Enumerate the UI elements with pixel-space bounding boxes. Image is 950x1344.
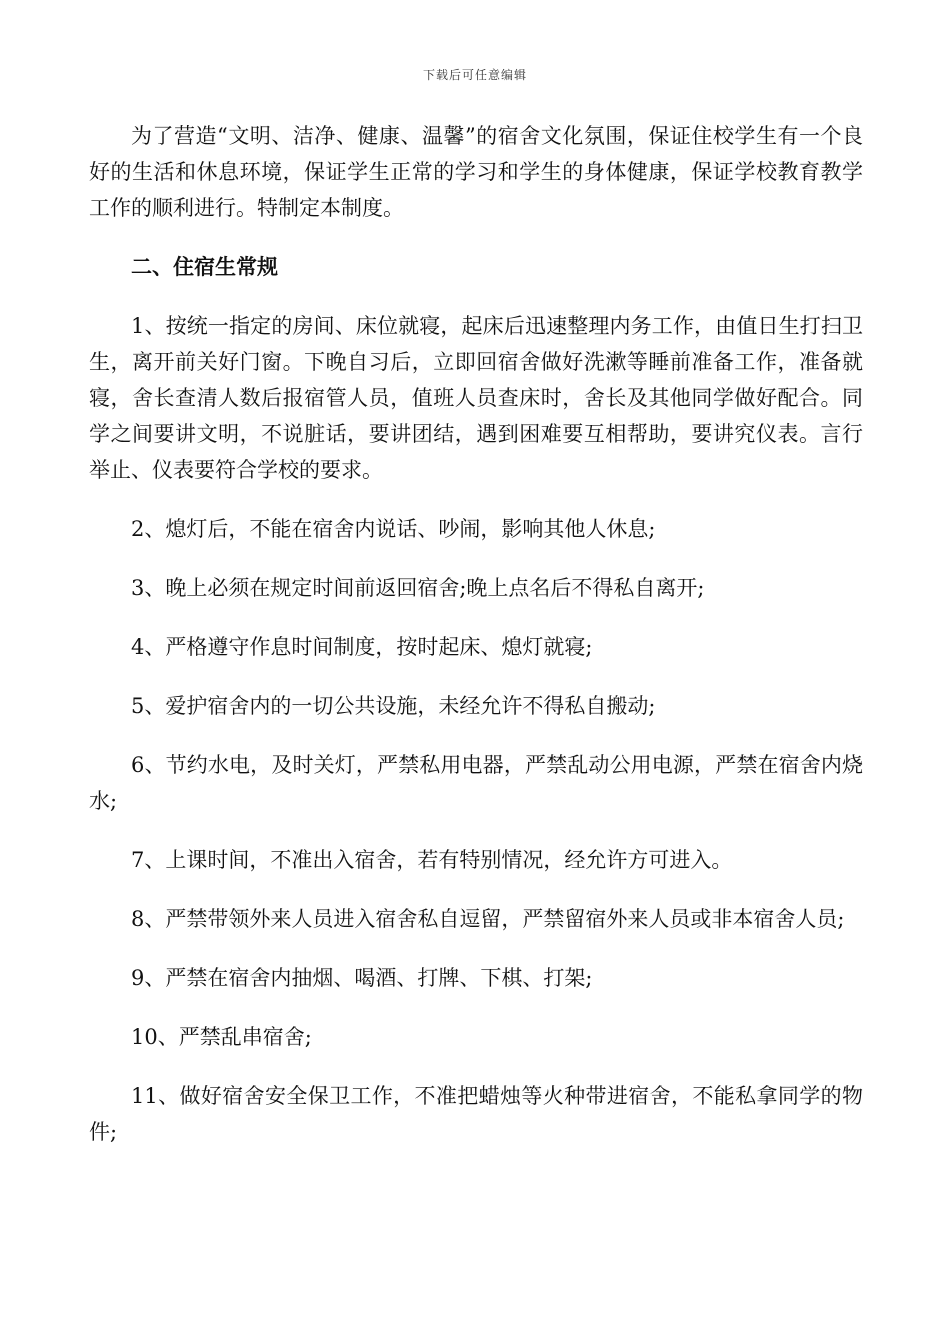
rule-item-1: 1、按统一指定的房间、床位就寝，起床后迅速整理内务工作，由值日生打扫卫生，离开前关好门窗。下晚自习后，立即回宿舍做好洗漱等睡前准备工作，准备就寝，舍长查清人数后报宿管人员，值班人员查床时，舍长及其他同学做好配合。同学之间要讲文明，不说脏话，要讲团结，遇到困难要互相帮助，要讲究仪表。言行举止、仪表要符合学校的要求。 bbox=[89, 314, 863, 482]
rule-item-8: 8、严禁带领外来人员进入宿舍私自逗留，严禁留宿外来人员或非本宿舍人员; bbox=[131, 907, 845, 931]
rule-item-9: 9、严禁在宿舍内抽烟、喝酒、打牌、下棋、打架; bbox=[131, 966, 593, 990]
rule-item-7: 7、上课时间，不准出入宿舍，若有特别情况，经允许方可进入。 bbox=[131, 848, 733, 872]
rule-item-3: 3、晚上必须在规定时间前返回宿舍;晚上点名后不得私自离开; bbox=[131, 576, 705, 600]
rule-item-4: 4、严格遵守作息时间制度，按时起床、熄灯就寝; bbox=[131, 635, 593, 659]
page-header: 下载后可任意编辑 bbox=[422, 68, 527, 82]
intro-paragraph: 为了营造“文明、洁净、健康、温馨”的宿舍文化氛围，保证住校学生有一个良好的生活和休息环境，保证学生正常的学习和学生的身体健康，保证学校教育教学工作的顺利进行。特制定本制度。 bbox=[89, 124, 863, 220]
document-body bbox=[89, 118, 863, 1173]
section-heading: 二、住宿生常规 bbox=[131, 254, 278, 279]
rule-item-5: 5、爱护宿舍内的一切公共设施，未经允许不得私自搬动; bbox=[131, 694, 656, 718]
rule-item-11: 11、做好宿舍安全保卫工作，不准把蜡烛等火种带进宿舍，不能私拿同学的物件; bbox=[89, 1084, 863, 1144]
rule-item-6: 6、节约水电，及时关灯，严禁私用电器，严禁乱动公用电源，严禁在宿舍内烧水; bbox=[89, 753, 863, 813]
rule-item-10: 10、严禁乱串宿舍; bbox=[131, 1025, 312, 1049]
rule-item-2: 2、熄灯后，不能在宿舍内说话、吵闹，影响其他人休息; bbox=[131, 517, 656, 541]
